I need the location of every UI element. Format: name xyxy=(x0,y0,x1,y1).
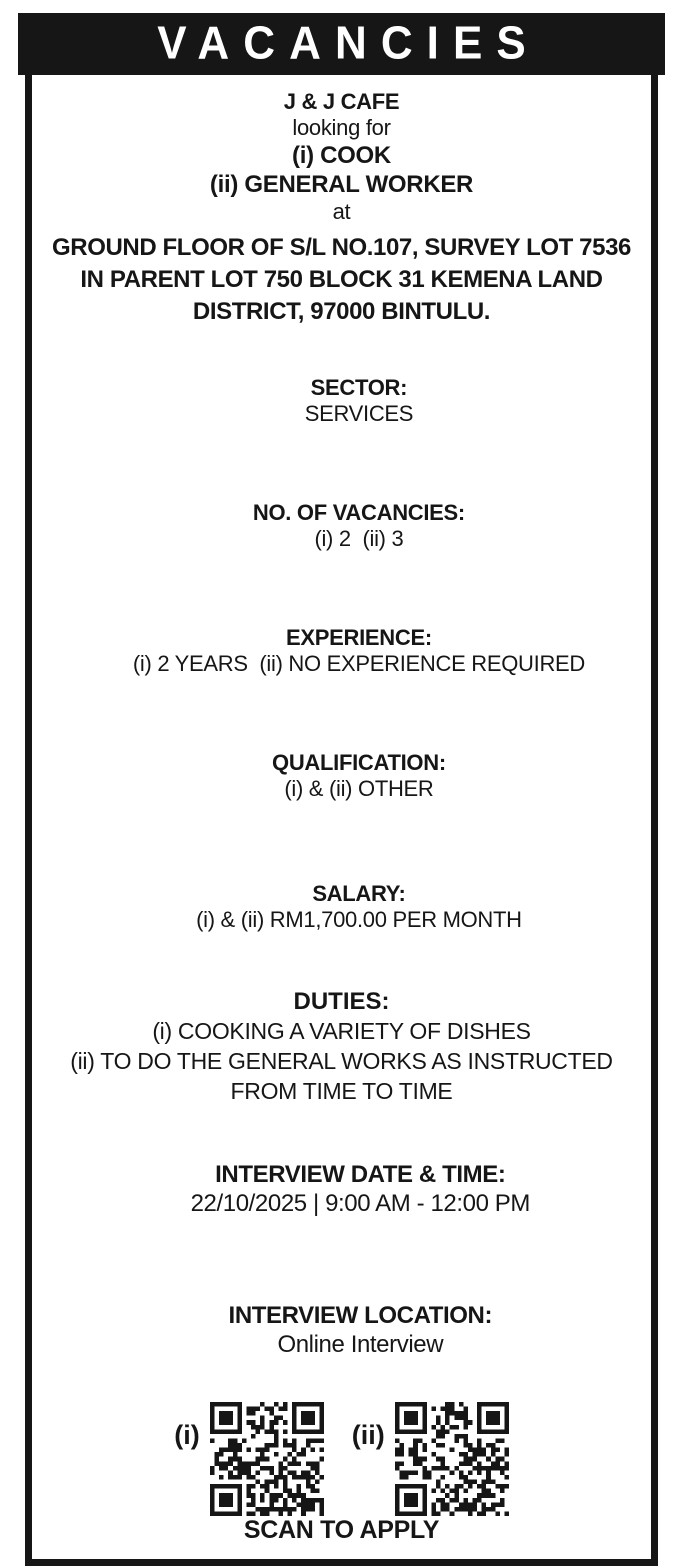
duties-label: DUTIES: xyxy=(293,988,390,1015)
header-title: VACANCIES xyxy=(157,17,540,70)
field-sector xyxy=(46,349,637,453)
qr-label-2: (ii) xyxy=(351,1420,385,1450)
salary-label: SALARY: xyxy=(312,881,406,906)
company-name: J & J CAFE xyxy=(283,89,400,114)
qr-item-1 xyxy=(174,1402,323,1516)
vacancy-ad xyxy=(0,13,683,1544)
sector-value: SERVICES xyxy=(304,401,414,426)
vacancies-value: (i) 2 (ii) 3 xyxy=(314,526,404,551)
duty-item-2: (ii) TO DO THE GENERAL WORKS AS INSTRUCTED FROM TIME TO TIME xyxy=(70,1048,619,1104)
field-vacancies xyxy=(46,474,637,578)
salary-value: (i) & (ii) RM1,700.00 PER MONTH xyxy=(196,907,522,932)
scan-to-apply-caption: SCAN TO APPLY xyxy=(243,1516,440,1544)
duties-section xyxy=(46,988,637,1106)
experience-label: EXPERIENCE: xyxy=(286,625,432,650)
qualification-value: (i) & (ii) OTHER xyxy=(284,776,434,801)
field-qualification xyxy=(46,724,637,828)
sector-label: SECTOR: xyxy=(310,375,408,400)
qr-code-general-worker xyxy=(395,1402,509,1516)
interview-datetime-value: 22/10/2025 | 9:00 AM - 12:00 PM xyxy=(190,1190,530,1217)
header-bar xyxy=(18,13,665,75)
at-text: at xyxy=(332,199,351,224)
business-address: GROUND FLOOR OF S/L NO.107, SURVEY LOT 7536 IN PARENT LOT 750 BLOCK 31 KEMENA LAND DISTRICT, 97000 BINTULU. xyxy=(52,234,638,325)
vacancies-label: NO. OF VACANCIES: xyxy=(252,500,465,525)
qr-section xyxy=(46,1402,637,1516)
position-cook: (i) COOK xyxy=(292,142,391,169)
qualification-label: QUALIFICATION: xyxy=(272,750,446,775)
qr-item-2 xyxy=(352,1402,509,1516)
field-experience xyxy=(46,599,637,703)
position-general-worker: (ii) GENERAL WORKER xyxy=(209,171,474,198)
interview-location-label: INTERVIEW LOCATION: xyxy=(228,1302,493,1329)
interview-datetime xyxy=(46,1131,637,1247)
ad-content-box xyxy=(25,75,658,1566)
duty-item-1: (i) COOKING A VARIETY OF DISHES xyxy=(152,1018,531,1044)
experience-value: (i) 2 YEARS (ii) NO EXPERIENCE REQUIRED xyxy=(132,651,585,676)
field-salary xyxy=(46,855,637,959)
looking-for-text: looking for xyxy=(292,115,391,140)
interview-location-value: Online Interview xyxy=(277,1331,444,1358)
qr-code-cook xyxy=(210,1402,324,1516)
interview-location xyxy=(46,1272,637,1388)
qr-label-1: (i) xyxy=(174,1420,200,1450)
interview-datetime-label: INTERVIEW DATE & TIME: xyxy=(215,1161,506,1188)
